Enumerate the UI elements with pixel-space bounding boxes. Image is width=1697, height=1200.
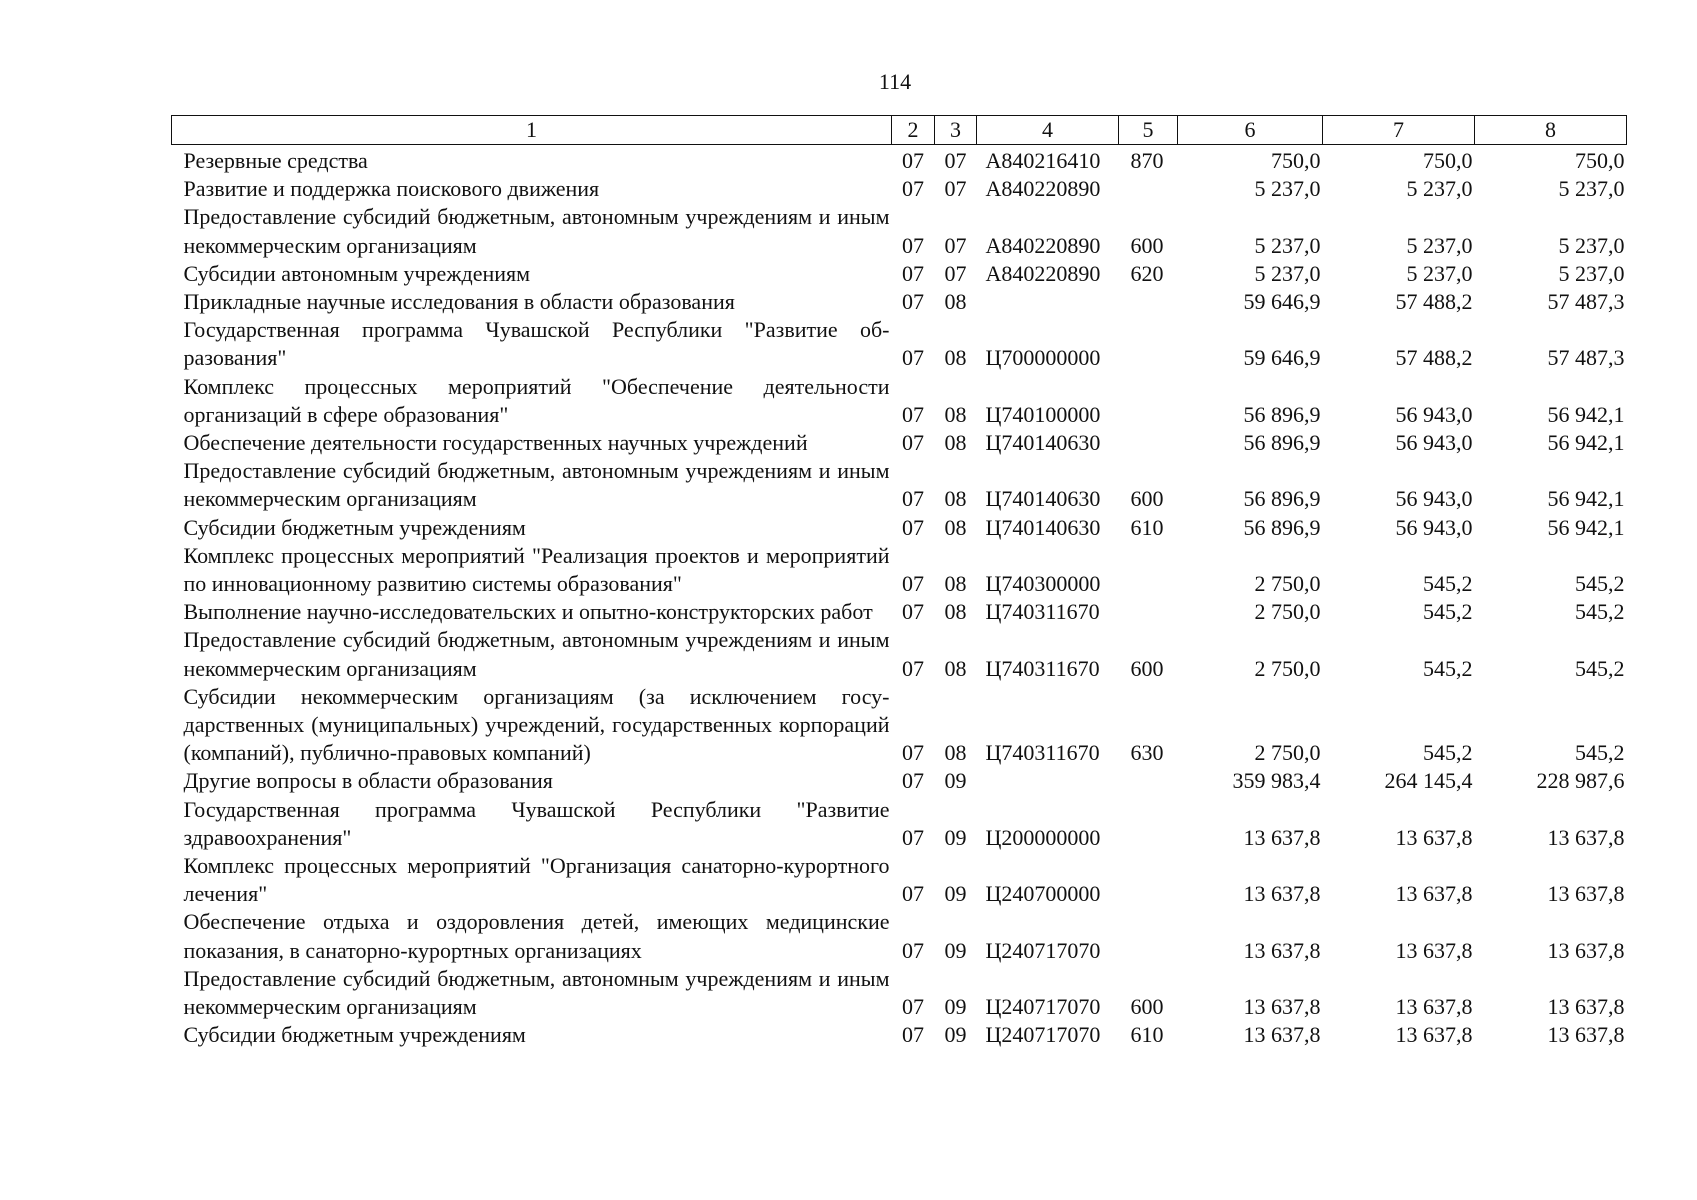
budget-table bbox=[171, 115, 1627, 1050]
target-article-code: Ц700000000 bbox=[985, 345, 1101, 371]
target-article-code: А840216410 bbox=[985, 148, 1101, 173]
row-name: Другие вопросы в области образования bbox=[183, 768, 553, 794]
amount-col-8: 56 942,1 bbox=[1547, 486, 1625, 512]
table-row bbox=[172, 429, 1627, 457]
amount-col-7: 13 637,8 bbox=[1395, 937, 1473, 963]
expense-type-code bbox=[1119, 598, 1178, 626]
expense-type-code bbox=[1119, 542, 1178, 598]
table-row bbox=[172, 175, 1627, 203]
amount-col-8: 13 637,8 bbox=[1547, 937, 1625, 963]
header-row bbox=[172, 116, 1627, 145]
page-number: 114 bbox=[878, 69, 912, 94]
subsection-code: 08 bbox=[944, 486, 967, 512]
row-name: Субсидии бюджетным учреждениям bbox=[183, 1022, 526, 1048]
amount-col-8: 545,2 bbox=[1575, 571, 1625, 597]
section-code: 07 bbox=[902, 768, 924, 794]
section-code: 07 bbox=[902, 740, 924, 766]
amount-col-7: 13 637,8 bbox=[1395, 881, 1473, 907]
subsection-code: 09 bbox=[944, 881, 967, 907]
expense-type-code bbox=[1119, 796, 1178, 852]
expense-type-code: 610 bbox=[1130, 514, 1164, 540]
amount-col-7: 545,2 bbox=[1423, 740, 1473, 766]
row-name: Комплекс процессных мероприятий "Обеспечение деятельности организаций в сфере образования" bbox=[183, 373, 890, 427]
amount-col-7: 5 237,0 bbox=[1406, 176, 1473, 202]
amount-col-8: 545,2 bbox=[1575, 599, 1625, 625]
column-header: 2 bbox=[892, 116, 935, 145]
target-article-code: Ц740300000 bbox=[985, 571, 1101, 597]
amount-col-6: 59 646,9 bbox=[1243, 345, 1321, 371]
section-code: 07 bbox=[902, 289, 924, 315]
table-header bbox=[172, 116, 1627, 145]
row-name: Предоставление субсидий бюджетным, автономным учреждениям и иным некоммерческим организациям bbox=[183, 204, 890, 258]
row-name: Предоставление субсидий бюджетным, автономным учреждениям и иным некоммерческим организациям bbox=[183, 458, 890, 512]
table-row bbox=[172, 145, 1627, 176]
target-article-code: Ц240717070 bbox=[985, 1022, 1101, 1048]
table-row bbox=[172, 598, 1627, 626]
section-code: 07 bbox=[902, 599, 924, 625]
row-name: Резервные средства bbox=[183, 148, 368, 173]
amount-col-7: 56 943,0 bbox=[1395, 514, 1473, 540]
row-name: Комплекс процессных мероприятий "Организация санаторно-курортного лечения" bbox=[183, 853, 890, 907]
expense-type-code bbox=[1119, 908, 1178, 964]
table-row bbox=[172, 626, 1627, 682]
table-row bbox=[172, 683, 1627, 768]
expense-type-code: 610 bbox=[1130, 1022, 1164, 1048]
expense-type-code bbox=[1119, 288, 1178, 316]
amount-col-6: 5 237,0 bbox=[1254, 232, 1321, 258]
amount-col-7: 56 943,0 bbox=[1395, 430, 1473, 456]
expense-type-code: 600 bbox=[1130, 486, 1164, 512]
section-code: 07 bbox=[902, 881, 924, 907]
table-body bbox=[172, 145, 1627, 1050]
expense-type-code bbox=[1119, 852, 1178, 908]
target-article-code: Ц740311670 bbox=[985, 599, 1100, 625]
expense-type-code: 600 bbox=[1130, 994, 1164, 1020]
row-name: Субсидии бюджетным учреждениям bbox=[183, 514, 526, 540]
target-article-code: Ц740311670 bbox=[985, 740, 1100, 766]
target-article-code: Ц240700000 bbox=[985, 881, 1101, 907]
expense-type-code bbox=[1119, 373, 1178, 429]
table-row bbox=[172, 542, 1627, 598]
table-row bbox=[172, 965, 1627, 1021]
subsection-code: 08 bbox=[944, 571, 967, 597]
row-name: Субсидии некоммерческим организациям (за исключением государственных (муниципальных) учреждений, государственных корпораций (компаний), публично-правовых компаний) bbox=[183, 683, 890, 766]
row-name: Государственная программа Чувашской Республики "Развитие образования" bbox=[183, 317, 890, 371]
amount-col-8: 57 487,3 bbox=[1547, 345, 1625, 371]
table-row bbox=[172, 316, 1627, 372]
target-article-code: А840220890 bbox=[985, 232, 1101, 258]
amount-col-8: 228 987,6 bbox=[1536, 768, 1625, 794]
target-article-code: Ц740140630 bbox=[985, 514, 1101, 540]
section-code: 07 bbox=[902, 430, 924, 456]
row-name: Предоставление субсидий бюджетным, автономным учреждениям и иным некоммерческим организациям bbox=[183, 627, 890, 681]
target-article-code: Ц740100000 bbox=[985, 401, 1101, 427]
amount-col-8: 13 637,8 bbox=[1547, 1022, 1625, 1048]
table-row bbox=[172, 260, 1627, 288]
amount-col-8: 545,2 bbox=[1575, 740, 1625, 766]
section-code: 07 bbox=[902, 345, 924, 371]
expense-type-code bbox=[1119, 175, 1178, 203]
amount-col-7: 13 637,8 bbox=[1395, 994, 1473, 1020]
section-code: 07 bbox=[902, 232, 924, 258]
amount-col-8: 13 637,8 bbox=[1547, 994, 1625, 1020]
amount-col-6: 5 237,0 bbox=[1254, 260, 1321, 286]
amount-col-7: 13 637,8 bbox=[1395, 1022, 1473, 1048]
target-article-code bbox=[977, 288, 1119, 316]
row-name: Прикладные научные исследования в области образования bbox=[183, 289, 735, 315]
target-article-code: Ц740140630 bbox=[985, 486, 1101, 512]
amount-col-8: 56 942,1 bbox=[1547, 514, 1625, 540]
subsection-code: 08 bbox=[944, 345, 967, 371]
section-code: 07 bbox=[902, 937, 924, 963]
amount-col-8: 5 237,0 bbox=[1558, 176, 1625, 202]
amount-col-8: 750,0 bbox=[1575, 148, 1625, 173]
row-name: Предоставление субсидий бюджетным, автономным учреждениям и иным некоммерческим организациям bbox=[183, 965, 890, 1020]
row-name: Выполнение научно-исследовательских и опытно-конструкторских работ bbox=[183, 599, 873, 625]
subsection-code: 07 bbox=[944, 260, 967, 286]
section-code: 07 bbox=[902, 148, 924, 173]
subsection-code: 09 bbox=[944, 937, 967, 963]
amount-col-6: 59 646,9 bbox=[1243, 289, 1321, 315]
section-code: 07 bbox=[902, 486, 924, 512]
table-row bbox=[172, 288, 1627, 316]
subsection-code: 07 bbox=[944, 148, 967, 173]
amount-col-7: 57 488,2 bbox=[1395, 345, 1473, 371]
column-header: 8 bbox=[1475, 116, 1627, 145]
subsection-code: 07 bbox=[944, 232, 967, 258]
amount-col-6: 359 983,4 bbox=[1232, 768, 1321, 794]
amount-col-8: 56 942,1 bbox=[1547, 401, 1625, 427]
expense-type-code bbox=[1119, 429, 1178, 457]
subsection-code: 08 bbox=[944, 401, 967, 427]
subsection-code: 09 bbox=[944, 994, 967, 1020]
amount-col-8: 545,2 bbox=[1575, 655, 1625, 681]
amount-col-8: 57 487,3 bbox=[1547, 289, 1625, 315]
target-article-code: Ц240717070 bbox=[985, 937, 1101, 963]
row-name: Комплекс процессных мероприятий "Реализация проектов и мероприятий по инновационному развитию системы образования" bbox=[183, 542, 890, 597]
target-article-code: А840220890 bbox=[985, 176, 1101, 202]
amount-col-8: 5 237,0 bbox=[1558, 232, 1625, 258]
table-row bbox=[172, 767, 1627, 795]
amount-col-7: 545,2 bbox=[1423, 599, 1473, 625]
amount-col-6: 56 896,9 bbox=[1243, 430, 1321, 456]
amount-col-8: 56 942,1 bbox=[1547, 430, 1625, 456]
amount-col-7: 264 145,4 bbox=[1384, 768, 1473, 794]
subsection-code: 09 bbox=[944, 824, 967, 850]
section-code: 07 bbox=[902, 824, 924, 850]
section-code: 07 bbox=[902, 514, 924, 540]
subsection-code: 07 bbox=[944, 176, 967, 202]
amount-col-6: 2 750,0 bbox=[1254, 740, 1321, 766]
table-row bbox=[172, 908, 1627, 964]
target-article-code: А840220890 bbox=[985, 260, 1101, 286]
expense-type-code bbox=[1119, 316, 1178, 372]
amount-col-6: 13 637,8 bbox=[1243, 1022, 1321, 1048]
column-header: 6 bbox=[1178, 116, 1323, 145]
expense-type-code: 600 bbox=[1130, 232, 1164, 258]
table-row bbox=[172, 1021, 1627, 1049]
section-code: 07 bbox=[902, 994, 924, 1020]
target-article-code: Ц740311670 bbox=[985, 655, 1100, 681]
target-article-code: Ц740140630 bbox=[985, 430, 1101, 456]
amount-col-6: 56 896,9 bbox=[1243, 401, 1321, 427]
target-article-code: Ц240717070 bbox=[985, 994, 1101, 1020]
row-name: Развитие и поддержка поискового движения bbox=[183, 176, 600, 202]
subsection-code: 08 bbox=[944, 599, 967, 625]
expense-type-code bbox=[1119, 767, 1178, 795]
table-row bbox=[172, 373, 1627, 429]
row-name: Обеспечение деятельности государственных научных учреждений bbox=[183, 430, 808, 456]
amount-col-7: 750,0 bbox=[1423, 148, 1473, 173]
target-article-code: Ц200000000 bbox=[985, 824, 1101, 850]
column-header: 7 bbox=[1323, 116, 1475, 145]
amount-col-7: 13 637,8 bbox=[1395, 824, 1473, 850]
amount-col-7: 5 237,0 bbox=[1406, 232, 1473, 258]
section-code: 07 bbox=[902, 1022, 924, 1048]
subsection-code: 09 bbox=[944, 1022, 967, 1048]
column-header: 3 bbox=[935, 116, 977, 145]
column-header: 1 bbox=[172, 116, 892, 145]
section-code: 07 bbox=[902, 401, 924, 427]
subsection-code: 08 bbox=[944, 655, 967, 681]
amount-col-6: 13 637,8 bbox=[1243, 994, 1321, 1020]
amount-col-7: 545,2 bbox=[1423, 655, 1473, 681]
amount-col-7: 57 488,2 bbox=[1395, 289, 1473, 315]
row-name: Государственная программа Чувашской Республики "Развитие здравоохранения" bbox=[183, 796, 890, 850]
amount-col-6: 56 896,9 bbox=[1243, 514, 1321, 540]
amount-col-6: 13 637,8 bbox=[1243, 937, 1321, 963]
row-name: Обеспечение отдыха и оздоровления детей, имеющих медицинские показания, в санаторно-курортных организациях bbox=[183, 909, 890, 963]
section-code: 07 bbox=[902, 260, 924, 286]
table-row bbox=[172, 796, 1627, 852]
amount-col-7: 545,2 bbox=[1423, 571, 1473, 597]
amount-col-6: 2 750,0 bbox=[1254, 655, 1321, 681]
amount-col-8: 13 637,8 bbox=[1547, 881, 1625, 907]
table-row bbox=[172, 457, 1627, 513]
amount-col-7: 56 943,0 bbox=[1395, 401, 1473, 427]
row-name: Субсидии автономным учреждениям bbox=[183, 260, 531, 286]
subsection-code: 09 bbox=[944, 768, 967, 794]
column-header: 5 bbox=[1119, 116, 1178, 145]
expense-type-code: 870 bbox=[1130, 148, 1164, 173]
amount-col-6: 13 637,8 bbox=[1243, 824, 1321, 850]
section-code: 07 bbox=[902, 571, 924, 597]
subsection-code: 08 bbox=[944, 289, 967, 315]
table-row bbox=[172, 203, 1627, 259]
subsection-code: 08 bbox=[944, 430, 967, 456]
table-row bbox=[172, 852, 1627, 908]
subsection-code: 08 bbox=[944, 740, 967, 766]
column-header: 4 bbox=[977, 116, 1119, 145]
expense-type-code: 630 bbox=[1130, 740, 1164, 766]
subsection-code: 08 bbox=[944, 514, 967, 540]
amount-col-6: 5 237,0 bbox=[1254, 176, 1321, 202]
amount-col-8: 13 637,8 bbox=[1547, 824, 1625, 850]
table-row bbox=[172, 514, 1627, 542]
amount-col-8: 5 237,0 bbox=[1558, 260, 1625, 286]
amount-col-6: 750,0 bbox=[1271, 148, 1321, 173]
amount-col-6: 2 750,0 bbox=[1254, 571, 1321, 597]
expense-type-code: 620 bbox=[1130, 260, 1164, 286]
amount-col-6: 2 750,0 bbox=[1254, 599, 1321, 625]
amount-col-6: 56 896,9 bbox=[1243, 486, 1321, 512]
amount-col-6: 13 637,8 bbox=[1243, 881, 1321, 907]
expense-type-code: 600 bbox=[1130, 655, 1164, 681]
section-code: 07 bbox=[902, 655, 924, 681]
section-code: 07 bbox=[902, 176, 924, 202]
amount-col-7: 5 237,0 bbox=[1406, 260, 1473, 286]
target-article-code bbox=[977, 767, 1119, 795]
amount-col-7: 56 943,0 bbox=[1395, 486, 1473, 512]
